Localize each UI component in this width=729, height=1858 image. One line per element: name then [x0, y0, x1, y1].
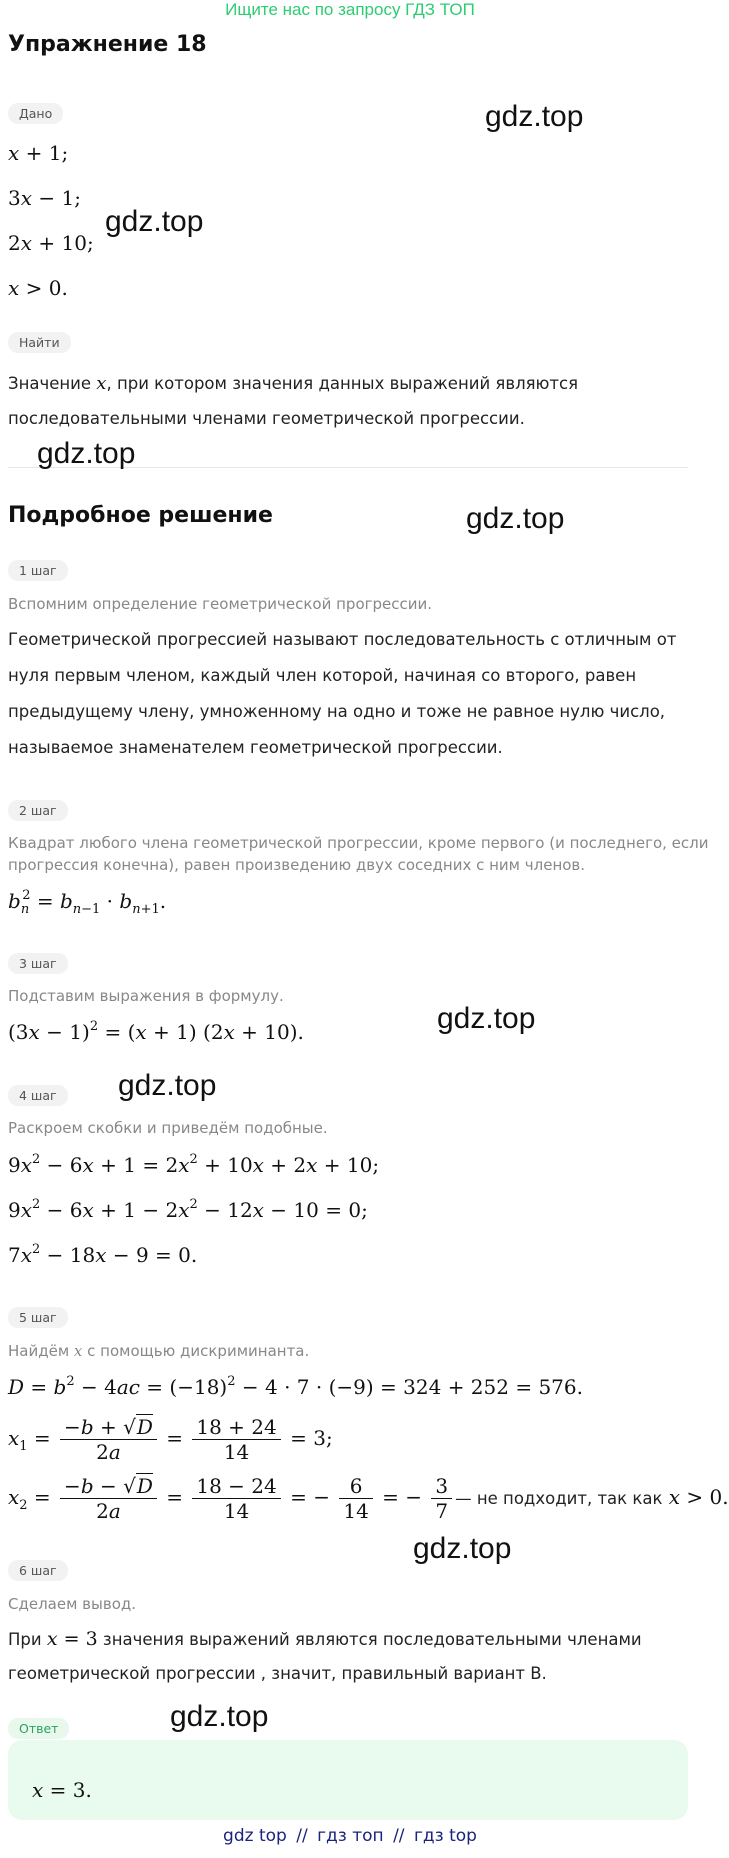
- footer-separator: //: [393, 1826, 405, 1846]
- step-5-x1: $x_1$ = $\frac{-b + √D}{2a}$ = $\frac{18 + 24}{14}$ = 3;: [8, 1415, 333, 1464]
- step-4-line-2: $9x^2 - 6x + 1 - 2x^2 - 12x - 10 = 0$;: [8, 1197, 368, 1222]
- step-4-line-3: $7x^2 - 18x - 9 = 0$.: [8, 1242, 198, 1267]
- footer-links: [0, 1826, 700, 1846]
- given-line-3: 2x + 10;: [8, 231, 94, 255]
- watermark: gdz.top: [170, 1700, 269, 1733]
- step-4-line-1: $9x^2 - 6x + 1 = 2x^2 + 10x + 2x + 10$;: [8, 1152, 380, 1177]
- step-5-x2: $x_2$ = $\frac{-b - √D}{2a}$ = $\frac{18 - 24}{14}$ = − $\frac{6}{14}$ = − $\frac{3}{7}$ — не подходит, так как x > 0.: [8, 1474, 729, 1523]
- step-6-line-1: При x = 3 значения выражений являются последовательными членами: [8, 1628, 642, 1650]
- answer-badge: Ответ: [8, 1718, 69, 1739]
- solution-title: Подробное решение: [8, 503, 273, 528]
- step-4-note: Раскроем скобки и приведём подобные.: [8, 1119, 328, 1137]
- find-badge: Найти: [8, 332, 71, 353]
- watermark: gdz.top: [485, 100, 584, 133]
- step-1-line-3: предыдущему члену, умноженному на одно и тоже не равное нулю число,: [8, 702, 666, 721]
- step-1-line-1: Геометрической прогрессией называют последовательность с отличным от: [8, 630, 677, 649]
- footer-separator: //: [296, 1826, 308, 1846]
- given-badge: Дано: [8, 103, 63, 124]
- footer-link-gdz-top-mixed[interactable]: гдз top: [413, 1826, 477, 1846]
- footer-link-gdz-top[interactable]: gdz top: [223, 1826, 287, 1846]
- step-3-badge: 3 шаг: [8, 953, 68, 974]
- watermark: gdz.top: [37, 437, 136, 470]
- step-5-badge: 5 шаг: [8, 1307, 68, 1328]
- footer-link-gdz-top-ru[interactable]: гдз топ: [317, 1826, 384, 1846]
- top-banner[interactable]: Ищите нас по запросу ГДЗ ТОП: [225, 0, 475, 19]
- step-1-line-4: называемое знаменателем геометрической прогрессии.: [8, 738, 503, 757]
- step-2-note-1: Квадрат любого члена геометрической прогрессии, кроме первого (и последнего, если: [8, 834, 709, 852]
- step-6-line-2: геометрической прогрессии , значит, правильный вариант В.: [8, 1664, 547, 1683]
- step-1-note: Вспомним определение геометрической прогрессии.: [8, 595, 433, 613]
- watermark: gdz.top: [413, 1532, 512, 1565]
- given-line-2: 3x − 1;: [8, 186, 81, 210]
- step-3-formula: $(3x - 1)^2 = (x + 1)$ (2x + 10).: [8, 1019, 304, 1044]
- step-5-discriminant: $D = b^2 - 4ac = (-18)^2 - 4 \cdot 7 \cdot (-9) = 324 + 252 = 576$.: [8, 1374, 583, 1399]
- step-5-x2-note: — не подходит, так как: [455, 1489, 663, 1508]
- find-line-2: последовательными членами геометрической прогрессии.: [8, 409, 525, 428]
- watermark: gdz.top: [466, 502, 565, 535]
- watermark: gdz.top: [105, 205, 204, 238]
- step-1-line-2: нуля первым членом, каждый член которой, начиная со второго, равен: [8, 666, 637, 685]
- answer-box: [8, 1740, 688, 1820]
- page-title: Упражнение 18: [8, 32, 207, 57]
- step-6-badge: 6 шаг: [8, 1560, 68, 1581]
- step-3-note: Подставим выражения в формулу.: [8, 987, 284, 1005]
- watermark: gdz.top: [437, 1002, 536, 1035]
- watermark: gdz.top: [118, 1069, 217, 1102]
- step-5-note: Найдём x с помощью дискриминанта.: [8, 1342, 310, 1360]
- step-6-note: Сделаем вывод.: [8, 1595, 137, 1613]
- answer-value: x = 3.: [32, 1778, 92, 1802]
- step-2-formula: $b_n^2 = b_{n-1} \cdot b_{n+1}$.: [8, 888, 167, 917]
- given-line-4: x > 0.: [8, 276, 68, 300]
- step-1-badge: 1 шаг: [8, 560, 68, 581]
- step-4-badge: 4 шаг: [8, 1085, 68, 1106]
- given-line-1: x + 1;: [8, 141, 69, 165]
- step-2-note-2: прогрессия конечна), равен произведению двух соседних с ним членов.: [8, 856, 586, 874]
- find-line-1: Значение x, при котором значения данных выражений являются: [8, 373, 579, 394]
- step-2-badge: 2 шаг: [8, 800, 68, 821]
